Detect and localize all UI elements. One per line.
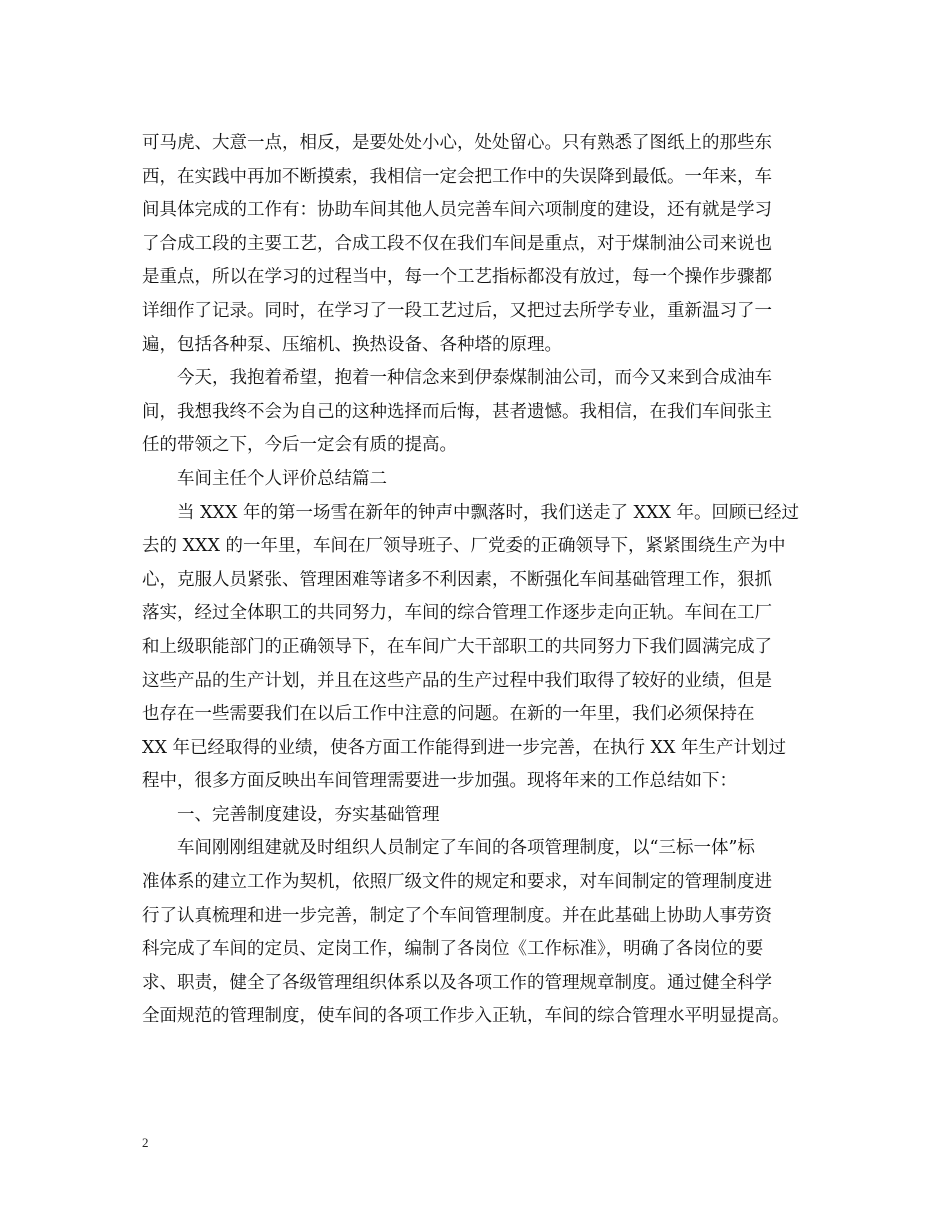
text-line: 去的 XXX 的一年里，车间在厂领导班子、厂党委的正确领导下，紧紧围绕生产为中 xyxy=(142,536,786,557)
text-line: 任的带领之下，今后一定会有质的提高。 xyxy=(142,435,457,456)
text-line: 遍，包括各种泵、压缩机、换热设备、各种塔的原理。 xyxy=(142,334,562,355)
text-line: 科完成了车间的定员、定岗工作，编制了各岗位《工作标准》，明确了各岗位的要 xyxy=(142,939,764,960)
text-line: 可马虎、大意一点，相反，是要处处小心，处处留心。只有熟悉了图纸上的那些东 xyxy=(142,133,772,153)
text-line: 西，在实践中再加不断摸索，我相信一定会把工作中的失误降到最低。一年来，车 xyxy=(142,166,772,187)
text-line: 车间刚刚组建就及时组织人员制定了车间的各项管理制度，以“三标一体”标 xyxy=(177,838,755,859)
document-body xyxy=(142,127,822,1034)
text-line: 准体系的建立工作为契机，依照厂级文件的规定和要求，对车间制定的管理制度进 xyxy=(142,872,772,893)
text-line: 今天，我抱着希望，抱着一种信念来到伊泰煤制油公司，而今又来到合成油车 xyxy=(177,368,772,389)
text-line: 程中，很多方面反映出车间管理需要进一步加强。现将年来的工作总结如下： xyxy=(142,771,737,792)
text-line: 全面规范的管理制度，使车间的各项工作步入正轨，车间的综合管理水平明显提高。 xyxy=(142,1006,790,1027)
text-line: 了合成工段的主要工艺，合成工段不仅在我们车间是重点，对于煤制油公司来说也 xyxy=(142,233,772,254)
text-line: 行了认真梳理和进一步完善，制定了个车间管理制度。并在此基础上协助人事劳资 xyxy=(142,905,772,926)
text-line: 车间主任个人评价总结篇二 xyxy=(177,468,387,489)
text-line: XX 年已经取得的业绩，使各方面工作能得到进一步完善，在执行 XX 年生产计划过 xyxy=(142,737,787,758)
text-line: 求、职责，健全了各级管理组织体系以及各项工作的管理规章制度。通过健全科学 xyxy=(142,972,772,993)
text-line: 是重点，所以在学习的过程当中，每一个工艺指标都没有放过，每一个操作步骤都 xyxy=(142,267,772,288)
text-line: 详细作了记录。同时，在学习了一段工艺过后，又把过去所学专业，重新温习了一 xyxy=(142,300,772,321)
text-line: 落实，经过全体职工的共同努力，车间的综合管理工作逐步走向正轨。车间在工厂 xyxy=(142,603,772,624)
text-line: 当 XXX 年的第一场雪在新年的钟声中飘落时，我们送走了 XXX 年。回顾已经过 xyxy=(177,502,799,523)
text-line: 间具体完成的工作有：协助车间其他人员完善车间六项制度的建设，还有就是学习 xyxy=(142,200,772,221)
text-line: 和上级职能部门的正确领导下，在车间广大干部职工的共同努力下我们圆满完成了 xyxy=(142,636,772,657)
text-line: 一、完善制度建设，夯实基础管理 xyxy=(177,804,440,825)
page-number: 2 xyxy=(142,1135,149,1150)
text-line: 间，我想我终不会为自己的这种选择而后悔，甚者遗憾。我相信，在我们车间张主 xyxy=(142,401,772,422)
text-line: 这些产品的生产计划，并且在这些产品的生产过程中我们取得了较好的业绩，但是 xyxy=(142,670,772,691)
text-line: 也存在一些需要我们在以后工作中注意的问题。在新的一年里，我们必须保持在 xyxy=(142,704,755,725)
text-line: 心，克服人员紧张、管理困难等诸多不利因素，不断强化车间基础管理工作，狠抓 xyxy=(142,569,772,590)
